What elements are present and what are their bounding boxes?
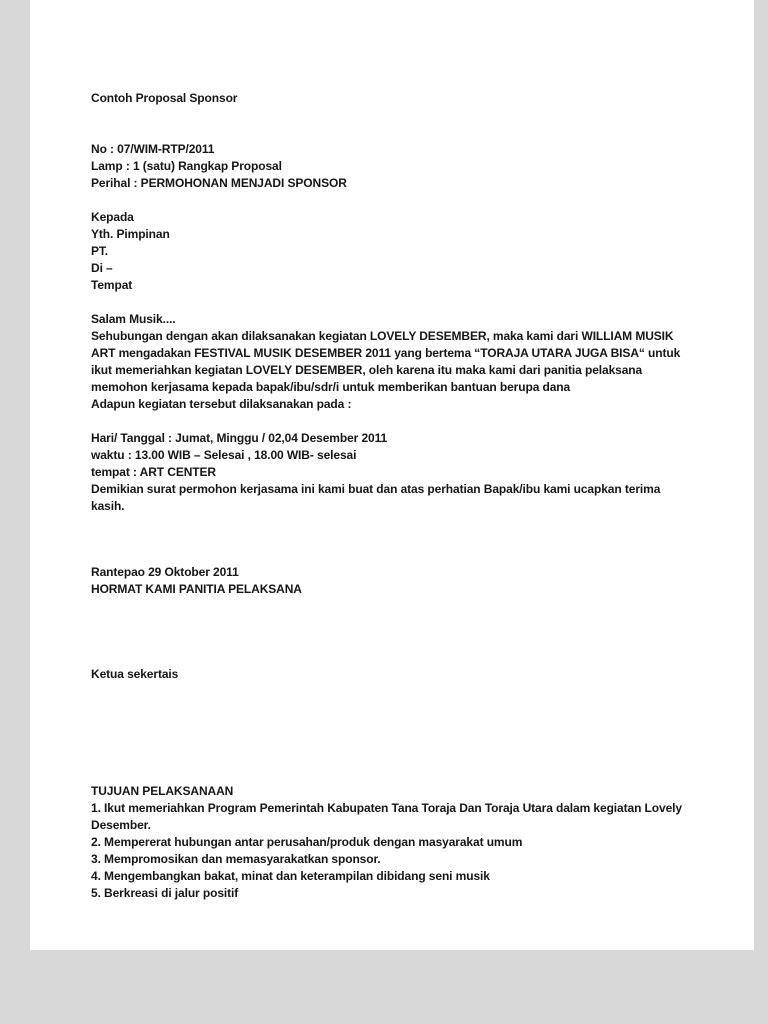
body-followup: Adapun kegiatan tersebut dilaksanakan pada : [91, 397, 352, 411]
opening-block [91, 311, 683, 413]
purpose-heading: TUJUAN PELAKSANAAN [91, 784, 234, 798]
letter-title: Contoh Proposal Sponsor [91, 91, 238, 105]
signature-role-label: Ketua sekertais [91, 667, 179, 681]
reference-attachment: Lamp : 1 (satu) Rangkap Proposal [91, 159, 282, 173]
purpose-block [91, 783, 686, 902]
closing-paragraph: Demikian surat permohon kerjasama ini kami buat dan atas perhatian Bapak/ibu kami ucapkan terima kasih. [91, 482, 664, 513]
recipient-line: Tempat [91, 278, 133, 292]
event-place: tempat : ART CENTER [91, 465, 216, 479]
body-paragraph: Sehubungan dengan akan dilaksanakan kegiatan LOVELY DESEMBER, maka kami dari WILLIAM MUSIK ART mengadakan FESTIVAL MUSIK DESEMBER 2011 yang bertema “TORAJA UTARA JUGA BISA“ untuk ikut memeriahkan kegiatan LOVELY DESEMBER, oleh karena itu maka kami dari panitia pelaksana memohon kerjasama kepada bapak/ibu/sdr/i untuk memberikan bantuan berupa dana [91, 329, 684, 394]
purpose-item: 4. Mengembangkan bakat, minat dan keterampilan dibidang seni musik [91, 869, 490, 883]
signature-role [91, 666, 683, 683]
signoff-block [91, 564, 683, 598]
recipient-line: Yth. Pimpinan [91, 227, 170, 241]
recipient-line: Di – [91, 261, 113, 275]
event-details-block [91, 430, 683, 515]
purpose-item: 1. Ikut memeriahkan Program Pemerintah Kabupaten Tana Toraja Dan Toraja Utara dalam kegiatan Lovely Desember. [91, 801, 686, 832]
reference-subject: Perihal : PERMOHONAN MENJADI SPONSOR [91, 176, 347, 190]
reference-block [91, 141, 683, 192]
event-time: waktu : 13.00 WIB – Selesai , 18.00 WIB- selesai [91, 448, 357, 462]
recipient-block [91, 209, 683, 294]
recipient-line: Kepada [91, 210, 134, 224]
purpose-item: 2. Mempererat hubungan antar perusahan/produk dengan masyarakat umum [91, 835, 523, 849]
signoff-date-place: Rantepao 29 Oktober 2011 [91, 565, 239, 579]
reference-number: No : 07/WIM-RTP/2011 [91, 142, 215, 156]
purpose-item: 3. Mempromosikan dan memasyarakatkan sponsor. [91, 852, 381, 866]
signoff-committee: HORMAT KAMI PANITIA PELAKSANA [91, 582, 302, 596]
recipient-line: PT. [91, 244, 109, 258]
salutation: Salam Musik.... [91, 312, 176, 326]
document-page [30, 0, 754, 950]
purpose-item: 5. Berkreasi di jalur positif [91, 886, 239, 900]
letter-body [91, 90, 686, 902]
event-date: Hari/ Tanggal : Jumat, Minggu / 02,04 Desember 2011 [91, 431, 388, 445]
